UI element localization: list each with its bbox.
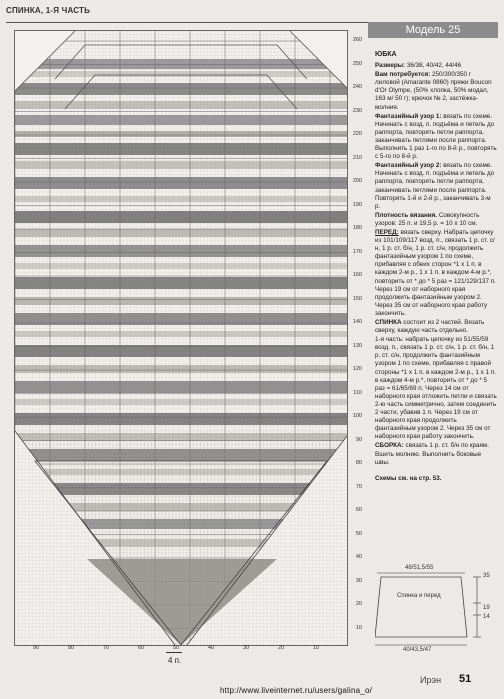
row-label: 260 bbox=[352, 37, 362, 43]
row-label: 250 bbox=[352, 60, 362, 67]
sizes-label: Размеры: bbox=[375, 62, 406, 70]
row-label: 180 bbox=[352, 225, 362, 231]
assembly-value: связать 1 р. ст. б/н по краям. Вшить молнию. Выполнить боковые швы. bbox=[375, 442, 489, 466]
instructions-column bbox=[375, 51, 497, 484]
pattern2-paragraph bbox=[375, 162, 497, 211]
assembly-label: СБОРКА: bbox=[375, 442, 404, 450]
garment-pattern-diagram bbox=[375, 565, 497, 657]
row-label: 30 bbox=[355, 577, 362, 584]
model-banner bbox=[368, 22, 498, 38]
row-label: 150 bbox=[352, 295, 362, 302]
column-label: 10 bbox=[312, 645, 320, 651]
column-label: 60 bbox=[137, 645, 145, 651]
column-label: 70 bbox=[102, 645, 110, 651]
front-value: вязать сверху. Набрать цепочку из 101/109/117 возд. п., связать 1 р. ст. с/н, 1 р. ст. б/н, 1 р. ст. с/н, продолжить фантазийным узором 1 по схеме, прибавляя с обеих сторон *1 х 1 п. в каждом 2-м р., 1 х 1 п. в каждом 4-м р.*, повторить от * до * 5 раз = 121/129/137 п. Через 19 см от наборного края продолжить фантазийным узором 2. Через 35 см от наборного края работу закончить. bbox=[375, 228, 496, 317]
row-label: 230 bbox=[352, 107, 362, 114]
chart-grid bbox=[15, 31, 347, 645]
density-value: Совокупность узоров: 25 п. и 19,5 р. = 10 х 10 см. bbox=[375, 211, 480, 227]
row-label: 160 bbox=[352, 272, 362, 278]
column-label: 30 bbox=[242, 645, 250, 651]
assembly-paragraph bbox=[375, 442, 497, 466]
row-label: 200 bbox=[352, 178, 362, 184]
row-label: 240 bbox=[352, 84, 362, 90]
row-label: 60 bbox=[355, 507, 362, 513]
pattern2-value: вязать по схеме. Начинать с возд. п. подъёма и петель до раппорта, повторять петли раппорта, заканчивать петлями после раппорта. Повторять 1-й и 2-й р., заканчивать 3-м р. bbox=[375, 162, 495, 210]
row-label: 90 bbox=[355, 436, 362, 443]
row-label: 50 bbox=[355, 530, 362, 537]
row-label: 10 bbox=[355, 624, 362, 631]
row-label: 40 bbox=[355, 554, 362, 560]
column-label: 50 bbox=[172, 645, 180, 651]
front-label: ПЕРЕД: bbox=[375, 228, 399, 236]
page-footer bbox=[0, 672, 504, 699]
row-label: 170 bbox=[352, 248, 362, 255]
back-label: СПИНКА bbox=[375, 319, 402, 326]
materials-paragraph bbox=[375, 71, 497, 111]
instructions-heading: ЮБКА bbox=[375, 51, 397, 58]
column-label: 90 bbox=[32, 645, 40, 651]
section-title: СПИНКА, 1-Я ЧАСТЬ bbox=[6, 6, 91, 15]
row-label: 110 bbox=[353, 389, 362, 396]
row-label: 130 bbox=[352, 342, 362, 349]
page-number: 51 bbox=[459, 673, 472, 685]
row-label: 120 bbox=[352, 366, 362, 372]
pattern-side-mid: 19 bbox=[483, 605, 490, 611]
model-label: Модель 25 bbox=[405, 24, 461, 36]
row-label: 100 bbox=[352, 413, 362, 419]
column-label: 20 bbox=[277, 645, 285, 651]
crochet-chart bbox=[14, 30, 348, 646]
materials-label: Вам потребуется: bbox=[375, 71, 431, 79]
sizes-paragraph bbox=[375, 62, 497, 70]
center-width-mark bbox=[166, 652, 182, 653]
back-value: состоит из 2 частей. Вязать сверху, каждую часть отдельно. bbox=[375, 319, 485, 335]
magazine-name: Ирэн bbox=[420, 675, 442, 685]
column-label: 40 bbox=[207, 645, 215, 651]
pattern2-label: Фантазийный узор 2: bbox=[375, 162, 442, 170]
center-width-label: 4 п. bbox=[168, 656, 182, 665]
pattern-bottom-width: 40/43,5/47 bbox=[403, 647, 432, 653]
skirt-trapezoid bbox=[375, 577, 467, 637]
front-paragraph bbox=[375, 229, 497, 318]
pattern-outline bbox=[375, 565, 497, 657]
row-label: 140 bbox=[352, 319, 362, 325]
row-label: 80 bbox=[355, 460, 362, 466]
pattern1-label: Фантазийный узор 1: bbox=[375, 112, 442, 120]
sizes-value: 36/38, 40/42, 44/46 bbox=[405, 62, 462, 70]
chart-row-labels bbox=[348, 30, 362, 644]
back-part1-paragraph: 1-я часть: набрать цепочку из 51/55/59 возд. п., связать 1 р. ст. с/н, 1 р. ст. б/н, 1 р. ст. с/н, продолжить фантазийным узором 1 по схеме, прибавляя с правой стороны *1 х 1 п. в каждом 2-м р., 1 х 1 п. в каждом 4-м р.*, повторить от * до * 5 раз = 61/65/69 п. Через 14 см от наборного края отложить петли и связать 2-ю часть симметрично, затем соединить 2 части, убавив 1 п. Через 19 см от наборного края продолжить фантазийным узором 2. Через 35 см от наборного края работу закончить. bbox=[375, 336, 497, 441]
pattern1-paragraph bbox=[375, 113, 497, 162]
pattern-label: Спинка и перед bbox=[397, 593, 441, 599]
row-label: 220 bbox=[352, 131, 362, 137]
row-label: 190 bbox=[352, 201, 362, 208]
back-paragraph bbox=[375, 319, 497, 335]
schemes-reference: Схемы см. на стр. 53. bbox=[375, 474, 442, 482]
pattern1-value: вязать по схеме. Начинать с возд. п. подъёма и петель до раппорта, повторять петли раппорта, заканчивать петлями после раппорта. Выполнить 1 раз 1-го по 8-й р., повторять с 5-го по 8-й р. bbox=[375, 112, 497, 161]
pattern-side-top: 35 bbox=[483, 573, 490, 579]
density-label: Плотность вязания. bbox=[375, 211, 438, 219]
row-label: 20 bbox=[355, 601, 362, 607]
pattern-top-width: 48/51,5/55 bbox=[405, 565, 434, 571]
source-url[interactable]: http://www.liveinternet.ru/users/galina_o/ bbox=[220, 686, 373, 695]
pattern-side-bottom: 14 bbox=[483, 614, 490, 620]
row-label: 210 bbox=[352, 154, 362, 161]
row-label: 70 bbox=[355, 483, 362, 490]
density-paragraph bbox=[375, 212, 497, 228]
materials-value: 250/300/350 г лиловой (Amarante 0860) пряжи Boucon d'Or Olympe, (50% хлопка, 50% модал, 163 м/ 50 г); крючок № 2, застёжка-молния. bbox=[375, 71, 492, 111]
column-label: 80 bbox=[67, 645, 75, 651]
